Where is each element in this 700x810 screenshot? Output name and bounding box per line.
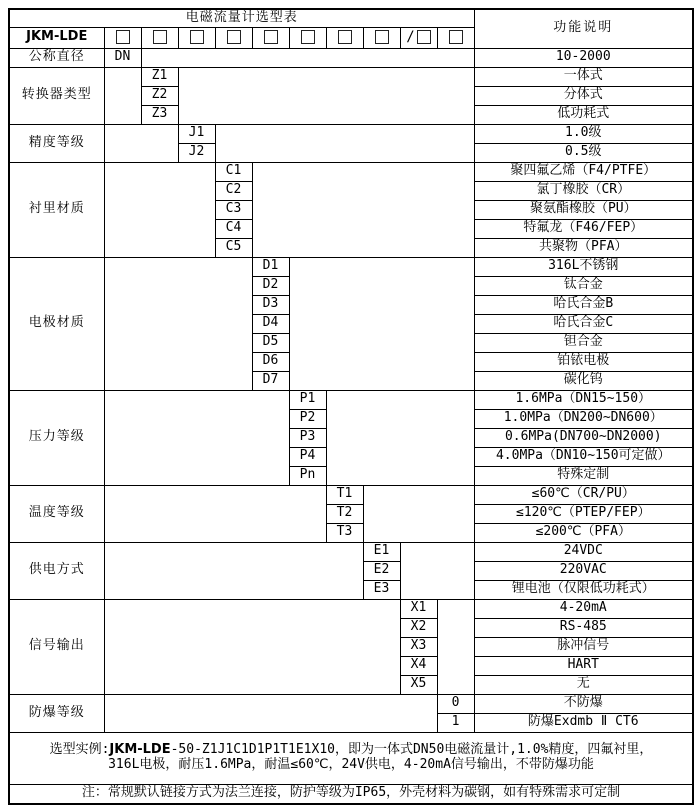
desc-cell: 4.0MPa（DN10~150可定做） bbox=[474, 447, 693, 466]
desc-cell: ≤120℃（PTEP/FEP） bbox=[474, 504, 693, 523]
desc-cell: 铂铱电极 bbox=[474, 352, 693, 371]
desc-cell: 钛合金 bbox=[474, 276, 693, 295]
code-cell: X2 bbox=[400, 618, 437, 637]
category-label-electrode: 电极材质 bbox=[9, 257, 104, 390]
spacer-cell bbox=[104, 257, 252, 390]
desc-cell: 220VAC bbox=[474, 561, 693, 580]
desc-cell: 氯丁橡胶（CR） bbox=[474, 181, 693, 200]
code-cell: T3 bbox=[326, 523, 363, 542]
category-label-accuracy: 精度等级 bbox=[9, 124, 104, 162]
desc-cell: 1.0级 bbox=[474, 124, 693, 143]
example-label: 选型实例: bbox=[49, 742, 110, 758]
code-cell: Pn bbox=[289, 466, 326, 485]
checkbox-cell-3 bbox=[178, 27, 215, 48]
model-prefix bbox=[9, 27, 104, 48]
desc-cell: 0.5级 bbox=[474, 143, 693, 162]
code-cell: C5 bbox=[215, 238, 252, 257]
desc-cell: 分体式 bbox=[474, 86, 693, 105]
checkbox-icon[interactable] bbox=[417, 30, 431, 44]
checkbox-cell-10 bbox=[437, 27, 474, 48]
code-cell: Z1 bbox=[141, 67, 178, 86]
spacer-cell bbox=[104, 599, 400, 694]
spacer-cell bbox=[104, 485, 326, 542]
desc-cell: RS-485 bbox=[474, 618, 693, 637]
checkbox-cell-2 bbox=[141, 27, 178, 48]
code-cell: Z3 bbox=[141, 105, 178, 124]
code-cell: D1 bbox=[252, 257, 289, 276]
desc-cell: 0.6MPa(DN700~DN2000) bbox=[474, 428, 693, 447]
code-cell: P4 bbox=[289, 447, 326, 466]
code-cell: P3 bbox=[289, 428, 326, 447]
spacer-cell bbox=[104, 694, 437, 732]
desc-cell: 共聚物（PFA） bbox=[474, 238, 693, 257]
code-cell: X4 bbox=[400, 656, 437, 675]
code-cell: T2 bbox=[326, 504, 363, 523]
example-line1-rest: -50-Z1J1C1D1P1T1E1X10，即为一体式DN50电磁流量计,1.0%精度，四氟衬里， bbox=[170, 742, 653, 758]
desc-cell: 哈氏合金B bbox=[474, 295, 693, 314]
code-cell: D4 bbox=[252, 314, 289, 333]
code-cell: D2 bbox=[252, 276, 289, 295]
model-prefix-label: JKM-LDE bbox=[26, 29, 88, 45]
desc-cell: 1.6MPa（DN15~150） bbox=[474, 390, 693, 409]
checkbox-cell-4 bbox=[215, 27, 252, 48]
checkbox-icon[interactable] bbox=[338, 30, 352, 44]
checkbox-icon[interactable] bbox=[375, 30, 389, 44]
code-cell: T1 bbox=[326, 485, 363, 504]
checkbox-cell-6 bbox=[289, 27, 326, 48]
desc-cell: HART bbox=[474, 656, 693, 675]
checkbox-cell-7 bbox=[326, 27, 363, 48]
code-cell: X5 bbox=[400, 675, 437, 694]
desc-cell: 防爆Exdmb Ⅱ CT6 bbox=[474, 713, 693, 732]
selection-table bbox=[8, 8, 694, 805]
code-cell: J2 bbox=[178, 143, 215, 162]
desc-cell: 一体式 bbox=[474, 67, 693, 86]
checkbox-icon[interactable] bbox=[116, 30, 130, 44]
code-cell: DN bbox=[104, 48, 141, 67]
category-label-temperature: 温度等级 bbox=[9, 485, 104, 542]
spacer-cell bbox=[326, 390, 474, 485]
checkbox-cell-1 bbox=[104, 27, 141, 48]
spacer-cell bbox=[215, 124, 474, 162]
checkbox-icon[interactable] bbox=[227, 30, 241, 44]
spacer-cell bbox=[141, 48, 474, 67]
code-cell: D3 bbox=[252, 295, 289, 314]
code-cell: P1 bbox=[289, 390, 326, 409]
desc-cell: 不防爆 bbox=[474, 694, 693, 713]
desc-cell: 低功耗式 bbox=[474, 105, 693, 124]
table-title: 电磁流量计选型表 bbox=[9, 9, 474, 27]
desc-cell: 无 bbox=[474, 675, 693, 694]
code-cell: Z2 bbox=[141, 86, 178, 105]
desc-cell: ≤200℃（PFA） bbox=[474, 523, 693, 542]
checkbox-cell-5 bbox=[252, 27, 289, 48]
desc-cell: 1.0MPa（DN200~DN600） bbox=[474, 409, 693, 428]
category-label-pressure: 压力等级 bbox=[9, 390, 104, 485]
desc-cell: 特氟龙（F46/FEP） bbox=[474, 219, 693, 238]
desc-cell: 哈氏合金C bbox=[474, 314, 693, 333]
spacer-cell bbox=[400, 542, 474, 599]
function-column-header: 功能说明 bbox=[474, 9, 693, 48]
desc-cell: 聚氨酯橡胶（PU） bbox=[474, 200, 693, 219]
spacer-cell bbox=[104, 542, 363, 599]
spacer-cell bbox=[252, 162, 474, 257]
checkbox-icon[interactable] bbox=[264, 30, 278, 44]
code-cell: E3 bbox=[363, 580, 400, 599]
desc-cell: 脉冲信号 bbox=[474, 637, 693, 656]
code-cell: C4 bbox=[215, 219, 252, 238]
checkbox-cell-9 bbox=[400, 27, 437, 48]
spacer-cell bbox=[178, 67, 474, 124]
desc-cell: 10-2000 bbox=[474, 48, 693, 67]
spacer-cell bbox=[104, 124, 178, 162]
category-label-signal: 信号输出 bbox=[9, 599, 104, 694]
category-label-dn: 公称直径 bbox=[9, 48, 104, 67]
note-row: 注：常规默认链接方式为法兰连接，防护等级为IP65，外壳材料为碳钢，如有特殊需求可定制 bbox=[9, 784, 693, 804]
example-model: JKM-LDE bbox=[109, 742, 171, 758]
desc-cell: 锂电池（仅限低功耗式） bbox=[474, 580, 693, 599]
code-cell: X1 bbox=[400, 599, 437, 618]
category-label-lining: 衬里材质 bbox=[9, 162, 104, 257]
spacer-cell bbox=[104, 390, 289, 485]
spacer-cell bbox=[437, 599, 474, 694]
spacer-cell bbox=[289, 257, 474, 390]
code-cell: P2 bbox=[289, 409, 326, 428]
code-cell: D7 bbox=[252, 371, 289, 390]
checkbox-icon[interactable] bbox=[301, 30, 315, 44]
code-cell: E2 bbox=[363, 561, 400, 580]
spacer-cell bbox=[104, 162, 215, 257]
category-label-power: 供电方式 bbox=[9, 542, 104, 599]
desc-cell: 聚四氟乙烯（F4/PTFE） bbox=[474, 162, 693, 181]
example-line2: 316L电极，耐压1.6MPa，耐温≤60℃，24V供电，4-20mA信号输出，不带防爆功能 bbox=[108, 757, 594, 772]
spacer-cell bbox=[104, 67, 141, 124]
desc-cell: 24VDC bbox=[474, 542, 693, 561]
desc-cell: 316L不锈钢 bbox=[474, 257, 693, 276]
slash-separator: / bbox=[406, 29, 415, 46]
checkbox-icon[interactable] bbox=[153, 30, 167, 44]
code-cell: X3 bbox=[400, 637, 437, 656]
desc-cell: 4-20mA bbox=[474, 599, 693, 618]
code-cell: J1 bbox=[178, 124, 215, 143]
desc-cell: ≤60℃（CR/PU） bbox=[474, 485, 693, 504]
checkbox-icon[interactable] bbox=[190, 30, 204, 44]
checkbox-cell-8 bbox=[363, 27, 400, 48]
spacer-cell bbox=[363, 485, 474, 542]
code-cell: C3 bbox=[215, 200, 252, 219]
code-cell: C2 bbox=[215, 181, 252, 200]
category-label-explosionproof: 防爆等级 bbox=[9, 694, 104, 732]
code-cell: 0 bbox=[437, 694, 474, 713]
code-cell: E1 bbox=[363, 542, 400, 561]
code-cell: 1 bbox=[437, 713, 474, 732]
selection-example bbox=[9, 732, 693, 784]
desc-cell: 钽合金 bbox=[474, 333, 693, 352]
desc-cell: 碳化钨 bbox=[474, 371, 693, 390]
desc-cell: 特殊定制 bbox=[474, 466, 693, 485]
category-label-converter: 转换器类型 bbox=[9, 67, 104, 124]
code-cell: D6 bbox=[252, 352, 289, 371]
code-cell: C1 bbox=[215, 162, 252, 181]
code-cell: D5 bbox=[252, 333, 289, 352]
checkbox-icon[interactable] bbox=[449, 30, 463, 44]
